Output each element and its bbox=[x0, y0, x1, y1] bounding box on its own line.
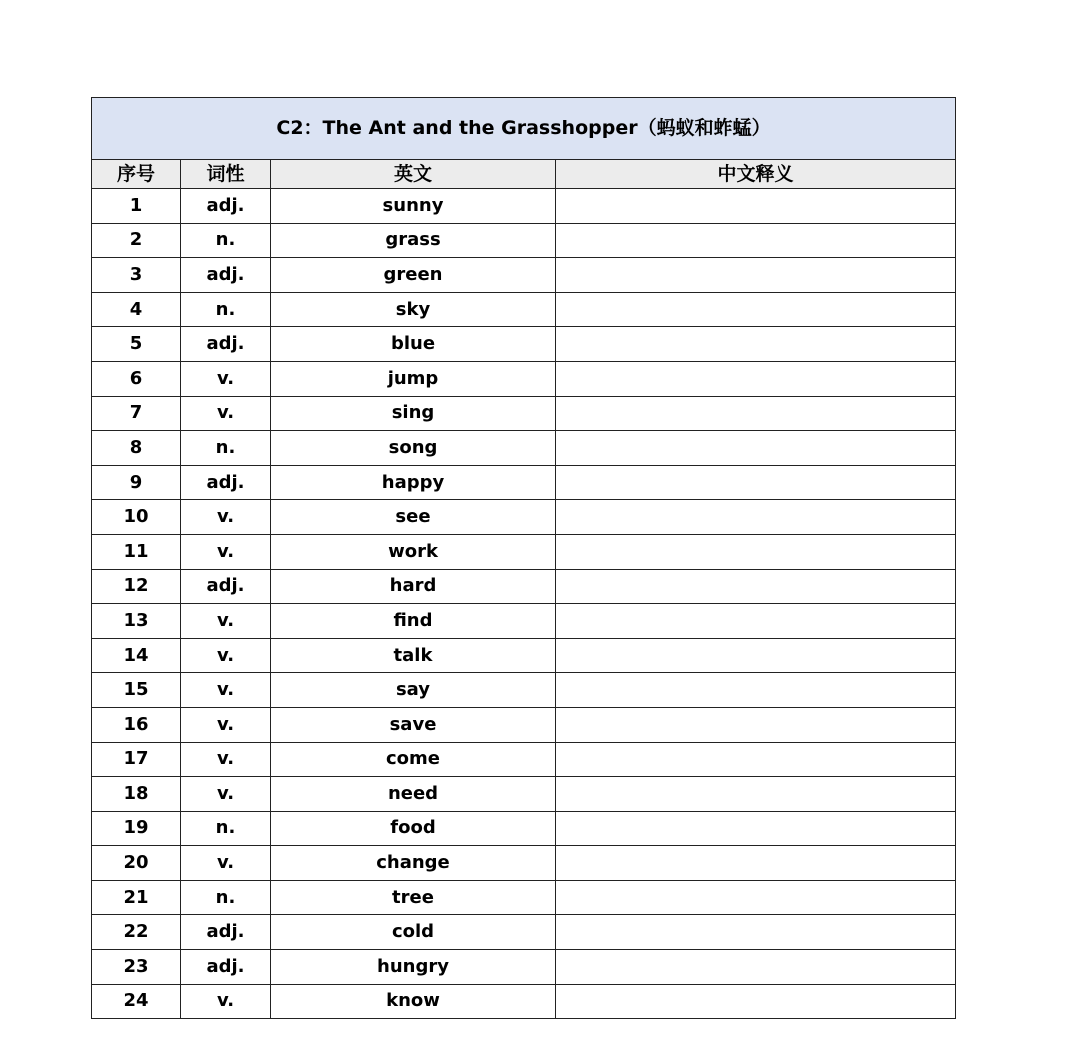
part-of-speech-cell: adj. bbox=[181, 569, 271, 604]
chinese-meaning-cell[interactable] bbox=[556, 673, 956, 708]
part-of-speech-cell: n. bbox=[181, 431, 271, 466]
chinese-meaning-cell[interactable] bbox=[556, 811, 956, 846]
part-of-speech-cell: adj. bbox=[181, 189, 271, 224]
row-number-cell: 9 bbox=[92, 465, 181, 500]
chinese-meaning-cell[interactable] bbox=[556, 189, 956, 224]
table-row bbox=[92, 915, 956, 950]
chinese-meaning-cell[interactable] bbox=[556, 777, 956, 812]
part-of-speech-cell: adj. bbox=[181, 915, 271, 950]
table-row bbox=[92, 638, 956, 673]
row-number-cell: 14 bbox=[92, 638, 181, 673]
part-of-speech-cell: n. bbox=[181, 811, 271, 846]
table-row bbox=[92, 707, 956, 742]
header-row bbox=[92, 160, 956, 189]
part-of-speech-cell: v. bbox=[181, 396, 271, 431]
english-word-cell: work bbox=[271, 534, 556, 569]
table-row bbox=[92, 880, 956, 915]
row-number-cell: 2 bbox=[92, 223, 181, 258]
part-of-speech-cell: n. bbox=[181, 223, 271, 258]
vocabulary-table bbox=[91, 97, 956, 1019]
row-number-cell: 6 bbox=[92, 361, 181, 396]
table-row bbox=[92, 777, 956, 812]
table-row bbox=[92, 327, 956, 362]
chinese-meaning-cell[interactable] bbox=[556, 534, 956, 569]
english-word-cell: jump bbox=[271, 361, 556, 396]
row-number-cell: 12 bbox=[92, 569, 181, 604]
english-word-cell: see bbox=[271, 500, 556, 535]
row-number-cell: 3 bbox=[92, 258, 181, 293]
table-row bbox=[92, 742, 956, 777]
row-number-cell: 17 bbox=[92, 742, 181, 777]
english-word-cell: save bbox=[271, 707, 556, 742]
row-number-cell: 20 bbox=[92, 846, 181, 881]
table-row bbox=[92, 223, 956, 258]
part-of-speech-cell: v. bbox=[181, 673, 271, 708]
row-number-cell: 1 bbox=[92, 189, 181, 224]
row-number-cell: 4 bbox=[92, 292, 181, 327]
row-number-cell: 7 bbox=[92, 396, 181, 431]
chinese-meaning-cell[interactable] bbox=[556, 223, 956, 258]
row-number-cell: 8 bbox=[92, 431, 181, 466]
chinese-meaning-cell[interactable] bbox=[556, 361, 956, 396]
english-word-cell: song bbox=[271, 431, 556, 466]
row-number-cell: 13 bbox=[92, 604, 181, 639]
english-word-cell: hard bbox=[271, 569, 556, 604]
chinese-meaning-cell[interactable] bbox=[556, 707, 956, 742]
chinese-meaning-cell[interactable] bbox=[556, 327, 956, 362]
table-row bbox=[92, 846, 956, 881]
part-of-speech-cell: n. bbox=[181, 880, 271, 915]
table-body bbox=[92, 189, 956, 1019]
row-number-cell: 18 bbox=[92, 777, 181, 812]
header-english: 英文 bbox=[271, 160, 556, 189]
table-row bbox=[92, 673, 956, 708]
part-of-speech-cell: adj. bbox=[181, 950, 271, 985]
row-number-cell: 22 bbox=[92, 915, 181, 950]
english-word-cell: talk bbox=[271, 638, 556, 673]
part-of-speech-cell: n. bbox=[181, 292, 271, 327]
table-row bbox=[92, 465, 956, 500]
english-word-cell: blue bbox=[271, 327, 556, 362]
part-of-speech-cell: v. bbox=[181, 707, 271, 742]
title-row bbox=[92, 98, 956, 160]
header-number: 序号 bbox=[92, 160, 181, 189]
part-of-speech-cell: v. bbox=[181, 638, 271, 673]
table-row bbox=[92, 811, 956, 846]
table-row bbox=[92, 292, 956, 327]
row-number-cell: 11 bbox=[92, 534, 181, 569]
english-word-cell: tree bbox=[271, 880, 556, 915]
english-word-cell: hungry bbox=[271, 950, 556, 985]
table-row bbox=[92, 950, 956, 985]
table-row bbox=[92, 258, 956, 293]
row-number-cell: 16 bbox=[92, 707, 181, 742]
table-row bbox=[92, 604, 956, 639]
part-of-speech-cell: v. bbox=[181, 534, 271, 569]
table-row bbox=[92, 534, 956, 569]
row-number-cell: 19 bbox=[92, 811, 181, 846]
table-row bbox=[92, 500, 956, 535]
english-word-cell: happy bbox=[271, 465, 556, 500]
part-of-speech-cell: v. bbox=[181, 361, 271, 396]
chinese-meaning-cell[interactable] bbox=[556, 292, 956, 327]
english-word-cell: find bbox=[271, 604, 556, 639]
part-of-speech-cell: v. bbox=[181, 500, 271, 535]
row-number-cell: 21 bbox=[92, 880, 181, 915]
part-of-speech-cell: v. bbox=[181, 984, 271, 1019]
table-row bbox=[92, 396, 956, 431]
part-of-speech-cell: adj. bbox=[181, 258, 271, 293]
chinese-meaning-cell[interactable] bbox=[556, 742, 956, 777]
part-of-speech-cell: v. bbox=[181, 777, 271, 812]
chinese-meaning-cell[interactable] bbox=[556, 500, 956, 535]
chinese-meaning-cell[interactable] bbox=[556, 396, 956, 431]
english-word-cell: sky bbox=[271, 292, 556, 327]
header-part-of-speech: 词性 bbox=[181, 160, 271, 189]
chinese-meaning-cell[interactable] bbox=[556, 846, 956, 881]
chinese-meaning-cell[interactable] bbox=[556, 950, 956, 985]
chinese-meaning-cell[interactable] bbox=[556, 604, 956, 639]
row-number-cell: 15 bbox=[92, 673, 181, 708]
chinese-meaning-cell[interactable] bbox=[556, 880, 956, 915]
table-row bbox=[92, 984, 956, 1019]
part-of-speech-cell: v. bbox=[181, 604, 271, 639]
table-row bbox=[92, 189, 956, 224]
table-row bbox=[92, 431, 956, 466]
english-word-cell: green bbox=[271, 258, 556, 293]
chinese-meaning-cell[interactable] bbox=[556, 431, 956, 466]
chinese-meaning-cell[interactable] bbox=[556, 258, 956, 293]
chinese-meaning-cell[interactable] bbox=[556, 465, 956, 500]
english-word-cell: sing bbox=[271, 396, 556, 431]
part-of-speech-cell: v. bbox=[181, 846, 271, 881]
english-word-cell: say bbox=[271, 673, 556, 708]
table-row bbox=[92, 361, 956, 396]
table-row bbox=[92, 569, 956, 604]
chinese-meaning-cell[interactable] bbox=[556, 915, 956, 950]
row-number-cell: 10 bbox=[92, 500, 181, 535]
part-of-speech-cell: adj. bbox=[181, 465, 271, 500]
row-number-cell: 5 bbox=[92, 327, 181, 362]
header-chinese-meaning: 中文释义 bbox=[556, 160, 956, 189]
english-word-cell: food bbox=[271, 811, 556, 846]
english-word-cell: change bbox=[271, 846, 556, 881]
english-word-cell: sunny bbox=[271, 189, 556, 224]
english-word-cell: cold bbox=[271, 915, 556, 950]
english-word-cell: come bbox=[271, 742, 556, 777]
row-number-cell: 23 bbox=[92, 950, 181, 985]
table-title: C2：The Ant and the Grasshopper（蚂蚁和蚱蜢） bbox=[92, 98, 956, 160]
english-word-cell: know bbox=[271, 984, 556, 1019]
part-of-speech-cell: v. bbox=[181, 742, 271, 777]
english-word-cell: grass bbox=[271, 223, 556, 258]
english-word-cell: need bbox=[271, 777, 556, 812]
chinese-meaning-cell[interactable] bbox=[556, 984, 956, 1019]
part-of-speech-cell: adj. bbox=[181, 327, 271, 362]
chinese-meaning-cell[interactable] bbox=[556, 638, 956, 673]
row-number-cell: 24 bbox=[92, 984, 181, 1019]
chinese-meaning-cell[interactable] bbox=[556, 569, 956, 604]
